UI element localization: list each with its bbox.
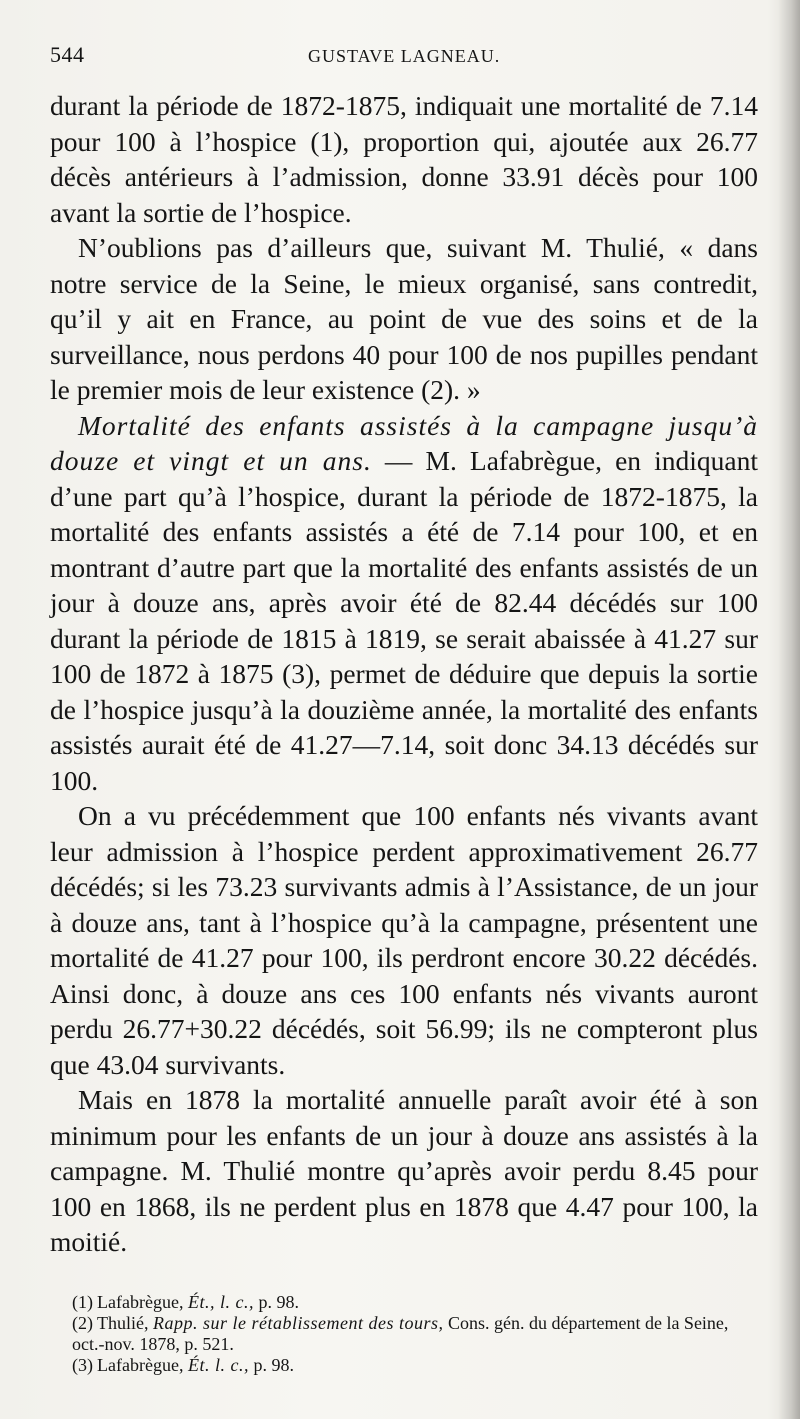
footnote-text: Cons. gén. du département de la Seine, oct.-nov. 1878, p. 521. (72, 1313, 729, 1354)
footnote-citation: Rapp. sur le rétablissement des tours, (153, 1313, 444, 1333)
section-heading: Mortalité des enfants assistés à la campagne jusqu’à douze et vingt et un ans. (50, 409, 758, 476)
footnote-text: Thulié, (97, 1313, 153, 1333)
paragraph (50, 230, 758, 408)
paragraph (50, 798, 758, 1082)
section-paragraph (50, 408, 758, 799)
paragraph (50, 88, 758, 230)
running-head: GUSTAVE LAGNEAU. (308, 46, 501, 66)
page-header (50, 40, 760, 76)
paragraph-text: Mais en 1878 la mortalité annuelle paraît avoir été à son minimum pour les enfants de un jour à douze ans assistés à la campagne. M. Thulié montre qu’après avoir perdu 8.45 pour 100 en 1868, ils ne perdent plus en 1878 que 4.47 pour 100, la moitié. (50, 1084, 758, 1257)
paragraph-text: On a vu précédemment que 100 enfants nés vivants avant leur admission à l’hospice perdent approximativement 26.77 décédés; si les 73.23 survivants admis à l’Assistance, de un jour à douze ans, tant à l’hospice qu’à la campagne, présentent une mortalité de 41.27 pour 100, ils perdront encore 30.22 décédés. Ainsi donc, à douze ans ces 100 enfants nés vivants auront perdu 26.77+30.22 décédés, soit 56.99; ils ne compteront plus que 43.04 survivants. (50, 800, 758, 1080)
paragraph-text: durant la période de 1872-1875, indiquait une mortalité de 7.14 pour 100 à l’hospice (1), proportion qui, ajoutée aux 26.77 décès antérieurs à l’admission, donne 33.91 décès pour 100 avant la sortie de l’hospice. (50, 90, 758, 228)
footnote-citation: Ét. l. c., (187, 1355, 249, 1375)
footnote-text: Lafabrègue, (97, 1355, 188, 1375)
footnote-text: Lafabrègue, (97, 1292, 188, 1312)
footnote-text: p. 98. (253, 1292, 299, 1312)
footnote-text: p. 98. (248, 1355, 294, 1375)
body-text (50, 88, 758, 1260)
footnote (50, 1313, 758, 1355)
footnotes (50, 1292, 758, 1376)
footnote-number: (3) (72, 1355, 93, 1375)
footnote-number: (1) (72, 1292, 93, 1312)
footnote (50, 1355, 758, 1376)
footnote (50, 1292, 758, 1313)
page-gutter-shadow (778, 0, 800, 1419)
paragraph (50, 1082, 758, 1260)
footnote-number: (2) (72, 1313, 93, 1333)
footnote-citation: Ét., l. c., (187, 1292, 254, 1312)
paragraph-text: — M. Lafabrègue, en indiquant d’une part qu’à l’hospice, durant la période de 1872-1875, la mortalité des enfants assistés a été de 7.14 pour 100, et en montrant d’autre part que la mortalité des enfants assistés de un jour à douze ans, après avoir été de 82.44 décédés sur 100 durant la période de 1815 à 1819, se serait abaissée à 41.27 sur 100 de 1872 à 1875 (3), permet de déduire que depuis la sortie de l’hospice jusqu’à la douzième année, la mortalité des enfants assistés aurait été de 41.27—7.14, soit donc 34.13 décédés sur 100. (50, 445, 758, 796)
paragraph-text: N’oublions pas d’ailleurs que, suivant M. Thulié, « dans notre service de la Seine, le mieux organisé, sans contredit, qu’il y ait en France, au point de vue des soins et de la surveillance, nous perdons 40 pour 100 de nos pupilles pendant le premier mois de leur existence (2). » (50, 232, 758, 405)
page-number: 544 (50, 42, 85, 67)
